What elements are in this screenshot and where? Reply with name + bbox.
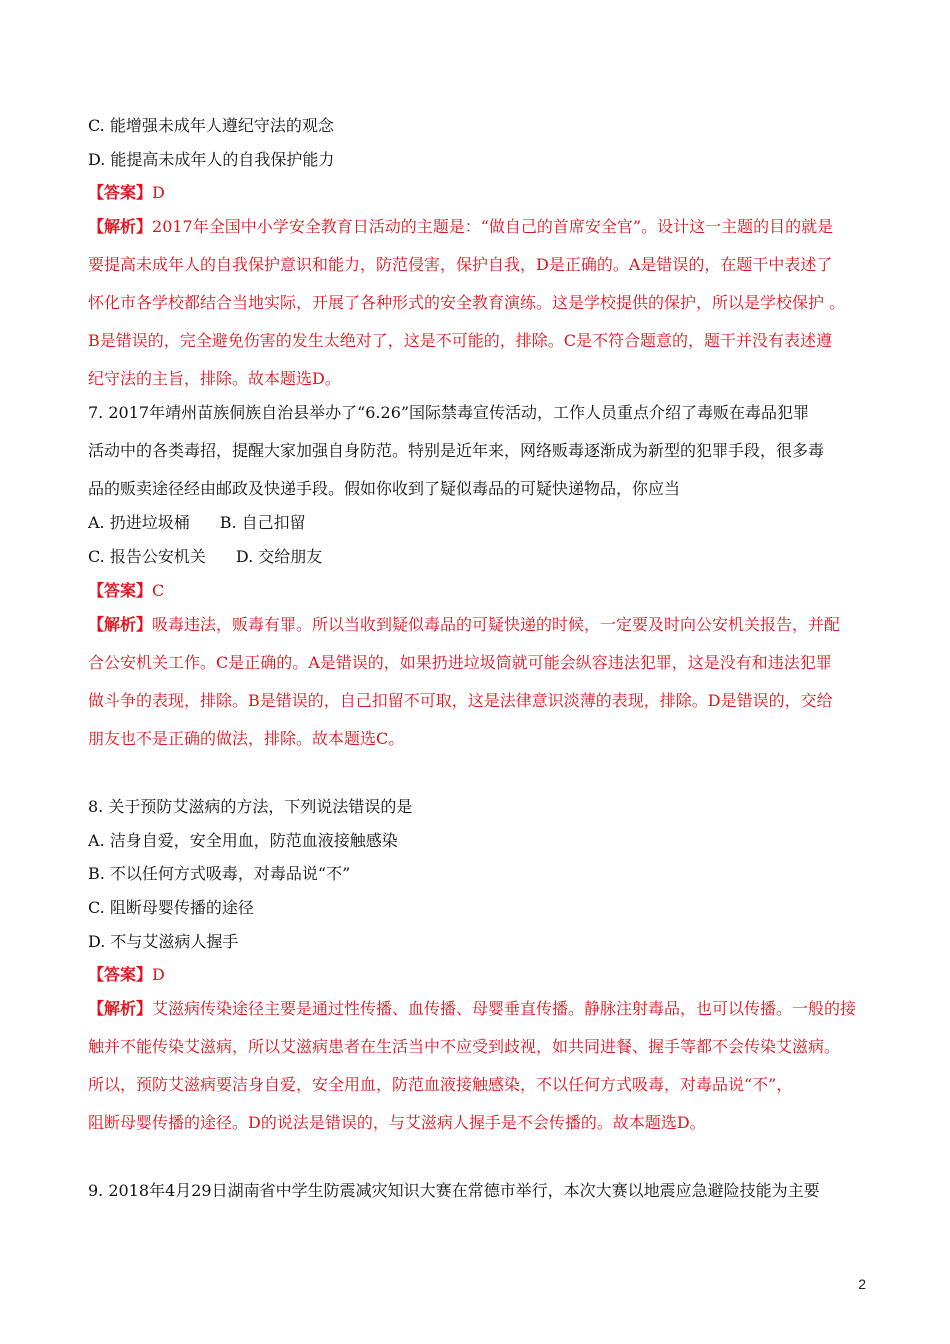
q7-option-c: C. 报告公安机关 <box>88 547 206 566</box>
q7-stem-line-1: 7. 2017年靖州苗族侗族自治县举办了“6.26”国际禁毒宣传活动，工作人员重点介绍了毒贩在毒品犯罪 <box>88 403 810 422</box>
q7-stem-line-3: 品的贩卖途径经由邮政及快递手段。假如你收到了疑似毒品的可疑快递物品，你应当 <box>88 479 681 498</box>
answer-value: D <box>152 183 165 202</box>
q6-answer <box>88 182 878 204</box>
analysis-tag: 【解析】 <box>88 217 153 236</box>
q8-option-d: D. 不与艾滋病人握手 <box>88 932 239 951</box>
analysis-tag: 【解析】 <box>88 615 153 634</box>
answer-tag: 【答案】 <box>88 183 153 202</box>
q8-option-b: B. 不以任何方式吸毒，对毒品说“不” <box>88 864 351 883</box>
analysis-text: 吸毒违法，贩毒有罪。所以当收到疑似毒品的可疑快递的时候，一定要及时向公安机关报告，并配 <box>152 615 841 634</box>
analysis-tag: 【解析】 <box>88 999 153 1018</box>
q8-analysis-line-2: 触并不能传染艾滋病，所以艾滋病患者在生活当中不应受到歧视，如共同进餐、握手等都不会传染艾滋病。 <box>88 1037 841 1056</box>
q7-option-a: A. 扔进垃圾桶 <box>88 513 190 532</box>
q8-option-a: A. 洁身自爱，安全用血，防范血液接触感染 <box>88 831 398 850</box>
q7-option-d: D. 交给朋友 <box>235 547 323 566</box>
q8-option-c: C. 阻断母婴传播的途径 <box>88 898 254 917</box>
q8-answer <box>88 964 878 986</box>
answer-tag: 【答案】 <box>88 965 153 984</box>
analysis-text: 艾滋病传染途径主要是通过性传播、血传播、母婴垂直传播。静脉注射毒品，也可以传播。一般的接 <box>152 999 857 1018</box>
answer-value: C <box>152 581 165 600</box>
q6-analysis-line-1 <box>88 216 878 238</box>
q8-analysis-line-3: 所以，预防艾滋病要洁身自爱，安全用血，防范血液接触感染，不以任何方式吸毒，对毒品说“不”， <box>88 1075 793 1094</box>
q7-options-ab <box>88 512 878 534</box>
q7-analysis-line-4: 朋友也不是正确的做法，排除。故本题选C。 <box>88 729 405 748</box>
q7-analysis-line-3: 做斗争的表现，排除。B是错误的，自己扣留不可取，这是法律意识淡薄的表现，排除。D是错误的，交给 <box>88 691 833 710</box>
q7-analysis-line-1 <box>88 614 878 636</box>
analysis-text: 2017年全国中小学安全教育日活动的主题是：“做自己的首席安全官”。设计这一主题的目的就是 <box>152 217 834 236</box>
q7-stem-line-2: 活动中的各类毒招，提醒大家加强自身防范。特别是近年来，网络贩毒逐渐成为新型的犯罪手段，很多毒 <box>88 441 825 460</box>
q8-analysis-line-4: 阻断母婴传播的途径。D的说法是错误的，与艾滋病人握手是不会传播的。故本题选D。 <box>88 1113 706 1132</box>
q9-stem: 9. 2018年4月29日湖南省中学生防震减灾知识大赛在常德市举行，本次大赛以地震应急避险技能为主要 <box>88 1181 820 1200</box>
q6-analysis-line-4: B是错误的，完全避免伤害的发生太绝对了，这是不可能的，排除。C是不符合题意的，题干并没有表述遵 <box>88 331 833 350</box>
q7-analysis-line-2: 合公安机关工作。C是正确的。A是错误的，如果扔进垃圾筒就可能会纵容违法犯罪，这是没有和违法犯罪 <box>88 653 832 672</box>
q8-analysis-line-1 <box>88 998 878 1020</box>
q7-options-cd <box>88 546 878 568</box>
page-number: 2 <box>858 1276 866 1292</box>
q6-option-d: D. 能提高未成年人的自我保护能力 <box>88 150 335 169</box>
answer-value: D <box>152 965 165 984</box>
q6-analysis-line-5: 纪守法的主旨，排除。故本题选D。 <box>88 369 341 388</box>
q7-answer <box>88 580 878 602</box>
q6-analysis-line-2: 要提高未成年人的自我保护意识和能力，防范侵害，保护自我，D是正确的。A是错误的，在题干中表述了 <box>88 255 833 274</box>
q8-stem: 8. 关于预防艾滋病的方法，下列说法错误的是 <box>88 797 413 816</box>
answer-tag: 【答案】 <box>88 581 153 600</box>
q6-analysis-line-3: 怀化市各学校都结合当地实际，开展了各种形式的安全教育演练。这是学校提供的保护，所以是学校保护 。 <box>88 293 846 312</box>
q6-option-c: C. 能增强未成年人遵纪守法的观念 <box>88 116 334 135</box>
q7-option-b: B. 自己扣留 <box>219 513 306 532</box>
